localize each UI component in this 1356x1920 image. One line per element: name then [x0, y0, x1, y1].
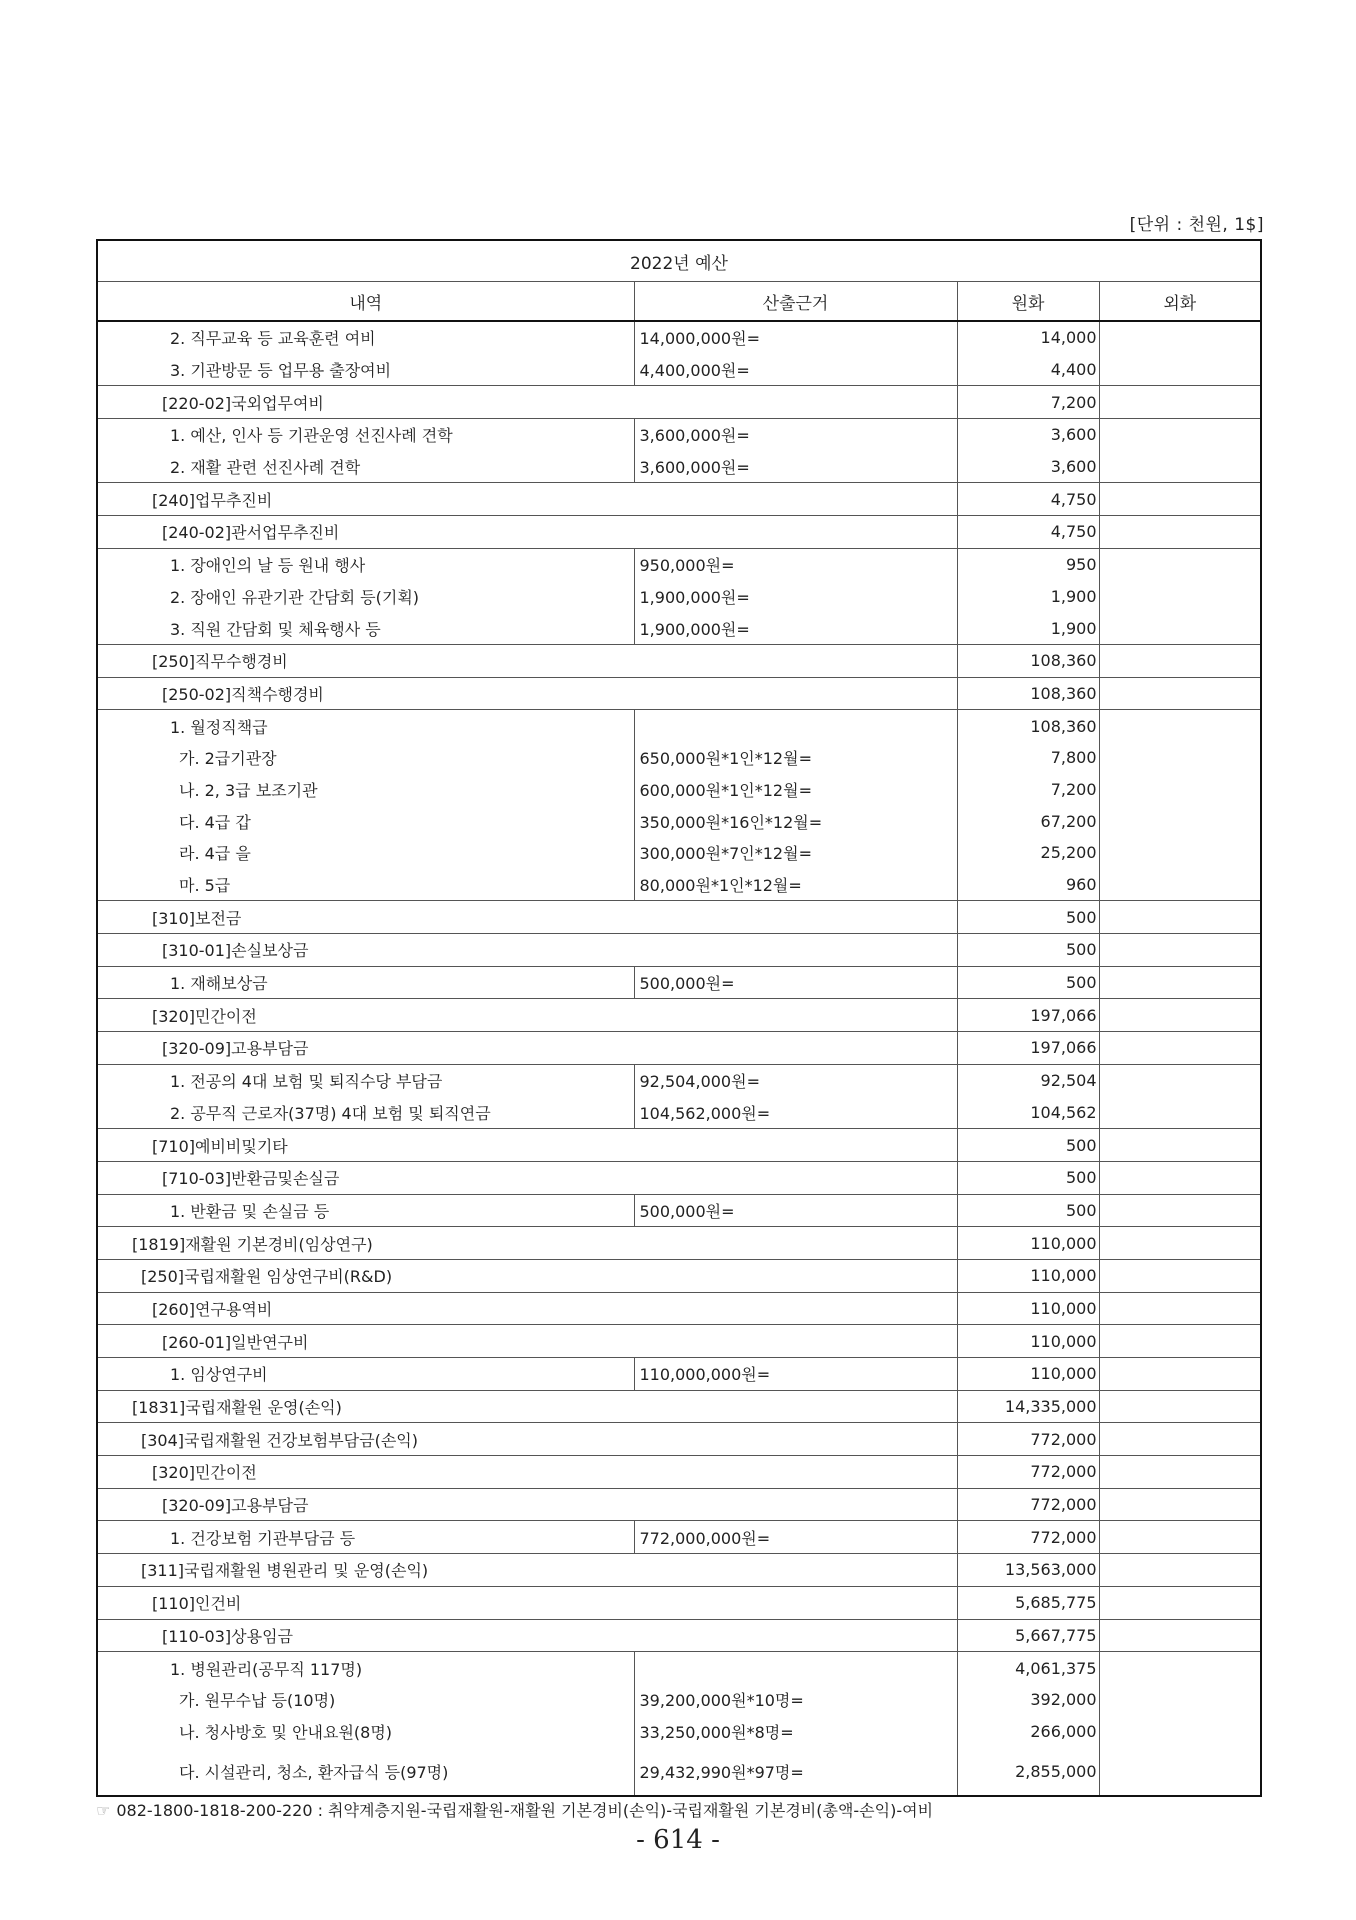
row-amount-krw: 110,000	[957, 1358, 1099, 1391]
table-row	[97, 966, 1261, 999]
row-amount-foreign	[1099, 451, 1261, 483]
row-amount-foreign	[1099, 869, 1261, 901]
row-amount-foreign	[1099, 805, 1261, 837]
table-row	[97, 774, 1261, 806]
row-amount-krw: 950	[957, 548, 1099, 580]
row-amount-krw: 4,750	[957, 483, 1099, 516]
row-amount-foreign	[1099, 742, 1261, 774]
row-amount-krw: 266,000	[957, 1716, 1099, 1748]
row-description: [110]인건비	[97, 1586, 957, 1619]
row-amount-foreign	[1099, 1747, 1261, 1796]
row-description: 1. 임상연구비	[97, 1358, 634, 1391]
row-description: 가. 2급기관장	[179, 749, 277, 769]
row-description: 1. 건강보험 기관부담금 등	[97, 1521, 634, 1554]
row-amount-krw: 110,000	[957, 1292, 1099, 1325]
row-basis: 33,250,000원*8명=	[634, 1716, 957, 1748]
row-amount-krw: 500	[957, 901, 1099, 934]
row-basis	[634, 1652, 957, 1684]
row-description: 2. 직무교육 등 교육훈련 여비	[170, 329, 376, 349]
header-basis: 산출근거	[634, 282, 957, 322]
row-amount-foreign	[1099, 321, 1261, 354]
row-amount-krw: 2,855,000	[957, 1747, 1099, 1796]
footnote	[96, 1798, 933, 1821]
pointing-hand-icon: ☞	[96, 1801, 111, 1820]
row-amount-foreign	[1099, 1716, 1261, 1748]
page-number: - 614 -	[636, 1825, 720, 1855]
row-description: [260]연구용역비	[97, 1292, 957, 1325]
row-basis: 500,000원=	[634, 966, 957, 999]
row-description: 3. 직원 간담회 및 체육행사 등	[97, 612, 634, 644]
row-description: [110-03]상용임금	[97, 1619, 957, 1652]
row-description: [220-02]국외업무여비	[97, 386, 957, 419]
row-amount-foreign	[1099, 1652, 1261, 1684]
row-description: [240-02]관서업무추진비	[97, 516, 957, 549]
table-row	[97, 742, 1261, 774]
row-amount-foreign	[1099, 1423, 1261, 1456]
row-description: [710]예비비및기타	[97, 1129, 957, 1162]
table-title-row	[97, 240, 1261, 282]
table-row	[97, 1747, 1261, 1796]
row-description: 2. 공무직 근로자(37명) 4대 보험 및 퇴직연금	[97, 1097, 634, 1129]
table-row	[97, 934, 1261, 967]
table-row	[97, 548, 1261, 580]
header-foreign: 외화	[1163, 293, 1197, 314]
row-description: [1819]재활원 기본경비(임상연구)	[97, 1227, 957, 1260]
row-description: 나. 2, 3급 보조기관	[179, 780, 318, 800]
row-amount-krw: 3,600	[957, 451, 1099, 483]
row-basis: 14,000,000원=	[634, 321, 957, 354]
row-description: 1. 월정직책급	[170, 717, 268, 737]
footnote-text: 082-1800-1818-200-220 : 취약계층지원-국립재활원-재활원 기본경비(손익)-국립재활원 기본경비(총액-손익)-여비	[116, 1801, 934, 1820]
row-amount-foreign	[1099, 901, 1261, 934]
table-row	[97, 869, 1261, 901]
row-description: [310]보전금	[97, 901, 957, 934]
table-row	[97, 1129, 1261, 1162]
row-amount-foreign	[1099, 1032, 1261, 1065]
row-basis: 3,600,000원=	[634, 419, 957, 451]
row-description: 1. 예산, 인사 등 기관운영 선진사례 견학	[170, 426, 453, 446]
row-amount-krw: 13,563,000	[957, 1554, 1099, 1587]
row-amount-krw: 4,061,375	[957, 1652, 1099, 1684]
row-basis: 300,000원*7인*12월=	[634, 837, 957, 869]
table-row	[97, 1488, 1261, 1521]
row-basis: 1,900,000원=	[634, 581, 957, 613]
row-description: 1. 장애인의 날 등 원내 행사	[170, 556, 366, 576]
row-basis: 772,000,000원=	[634, 1521, 957, 1554]
row-amount-krw: 500	[957, 1194, 1099, 1227]
row-amount-foreign	[1099, 1194, 1261, 1227]
row-amount-krw: 500	[957, 966, 1099, 999]
row-description: [320-09]고용부담금	[97, 1032, 957, 1065]
row-basis	[634, 710, 957, 742]
row-basis: 1,900,000원=	[634, 612, 957, 644]
row-amount-krw: 772,000	[957, 1456, 1099, 1489]
row-description: [304]국립재활원 건강보험부담금(손익)	[97, 1423, 957, 1456]
row-amount-foreign	[1099, 837, 1261, 869]
row-basis: 4,400,000원=	[634, 354, 957, 386]
table-row	[97, 1227, 1261, 1260]
row-amount-krw: 108,360	[957, 644, 1099, 677]
row-amount-foreign	[1099, 1619, 1261, 1652]
row-basis: 650,000원*1인*12월=	[634, 742, 957, 774]
row-amount-krw: 14,335,000	[957, 1390, 1099, 1423]
row-amount-foreign	[1099, 386, 1261, 419]
row-amount-krw: 5,667,775	[957, 1619, 1099, 1652]
row-amount-krw: 772,000	[957, 1488, 1099, 1521]
row-amount-foreign	[1099, 677, 1261, 710]
row-amount-foreign	[1099, 1586, 1261, 1619]
header-krw: 원화	[957, 282, 1099, 322]
row-description: [250-02]직책수행경비	[97, 677, 957, 710]
row-amount-foreign	[1099, 774, 1261, 806]
row-amount-foreign	[1099, 419, 1261, 451]
row-amount-foreign	[1099, 1097, 1261, 1129]
row-amount-krw: 500	[957, 934, 1099, 967]
row-amount-foreign	[1099, 1129, 1261, 1162]
column-header-row	[97, 282, 1261, 322]
row-amount-foreign	[1099, 1390, 1261, 1423]
table-row	[97, 1554, 1261, 1587]
table-row	[97, 419, 1261, 451]
row-amount-krw: 7,200	[957, 386, 1099, 419]
row-amount-foreign	[1099, 516, 1261, 549]
table-row	[97, 837, 1261, 869]
row-amount-krw: 67,200	[957, 805, 1099, 837]
row-amount-foreign	[1099, 999, 1261, 1032]
row-amount-krw: 1,900	[957, 581, 1099, 613]
row-amount-krw: 960	[957, 869, 1099, 901]
row-description: 1. 재해보상금	[97, 966, 634, 999]
row-basis: 950,000원=	[634, 548, 957, 580]
table-row	[97, 901, 1261, 934]
row-amount-foreign	[1099, 1488, 1261, 1521]
table-row	[97, 1619, 1261, 1652]
row-amount-krw: 110,000	[957, 1259, 1099, 1292]
row-amount-foreign	[1099, 1554, 1261, 1587]
row-amount-krw: 25,200	[957, 837, 1099, 869]
row-basis: 500,000원=	[634, 1194, 957, 1227]
row-description: [250]직무수행경비	[97, 644, 957, 677]
row-description: 마. 5급	[97, 869, 634, 901]
row-basis: 92,504,000원=	[634, 1064, 957, 1096]
row-amount-foreign	[1099, 934, 1261, 967]
row-amount-foreign	[1099, 1064, 1261, 1096]
row-basis: 110,000,000원=	[634, 1358, 957, 1391]
row-amount-krw: 392,000	[957, 1684, 1099, 1716]
row-amount-krw: 14,000	[957, 321, 1099, 354]
row-amount-krw: 500	[957, 1129, 1099, 1162]
row-amount-krw: 500	[957, 1161, 1099, 1194]
table-row	[97, 451, 1261, 483]
row-amount-krw: 92,504	[957, 1064, 1099, 1096]
row-description: 가. 원무수납 등(10명)	[179, 1691, 336, 1711]
row-description: 나. 청사방호 및 안내요원(8명)	[179, 1722, 393, 1742]
table-row	[97, 1325, 1261, 1358]
row-amount-foreign	[1099, 1358, 1261, 1391]
row-amount-foreign	[1099, 644, 1261, 677]
row-amount-krw: 197,066	[957, 999, 1099, 1032]
table-row	[97, 1292, 1261, 1325]
row-description: 2. 재활 관련 선진사례 견학	[97, 451, 634, 483]
table-row	[97, 1390, 1261, 1423]
table-row	[97, 1097, 1261, 1129]
row-amount-krw: 110,000	[957, 1227, 1099, 1260]
row-description: [240]업무추진비	[97, 483, 957, 516]
row-description: [310-01]손실보상금	[97, 934, 957, 967]
row-amount-foreign	[1099, 354, 1261, 386]
table-row	[97, 321, 1261, 354]
table-row	[97, 483, 1261, 516]
row-description: [710-03]반환금및손실금	[97, 1161, 957, 1194]
table-row	[97, 386, 1261, 419]
row-amount-foreign	[1099, 612, 1261, 644]
row-amount-krw: 7,200	[957, 774, 1099, 806]
table-row	[97, 1521, 1261, 1554]
table-row	[97, 612, 1261, 644]
row-description: [320]민간이전	[97, 1456, 957, 1489]
row-amount-krw: 772,000	[957, 1423, 1099, 1456]
table-row	[97, 1259, 1261, 1292]
row-description: [260-01]일반연구비	[97, 1325, 957, 1358]
row-description: 1. 병원관리(공무직 117명)	[170, 1659, 363, 1679]
row-amount-foreign	[1099, 1259, 1261, 1292]
table-row	[97, 1358, 1261, 1391]
row-basis: 80,000원*1인*12월=	[634, 869, 957, 901]
row-amount-foreign	[1099, 1292, 1261, 1325]
row-basis: 104,562,000원=	[634, 1097, 957, 1129]
row-basis: 39,200,000원*10명=	[634, 1684, 957, 1716]
table-row	[97, 1456, 1261, 1489]
table-row	[97, 805, 1261, 837]
row-amount-foreign	[1099, 1456, 1261, 1489]
row-amount-krw: 4,750	[957, 516, 1099, 549]
row-amount-foreign	[1099, 1521, 1261, 1554]
row-basis: 600,000원*1인*12월=	[634, 774, 957, 806]
row-amount-foreign	[1099, 1227, 1261, 1260]
row-description: [320-09]고용부담금	[97, 1488, 957, 1521]
budget-table	[96, 239, 1262, 1797]
row-description: [250]국립재활원 임상연구비(R&D)	[97, 1259, 957, 1292]
table-body	[97, 321, 1261, 1796]
row-amount-krw: 108,360	[957, 677, 1099, 710]
table-row	[97, 1194, 1261, 1227]
row-amount-krw: 7,800	[957, 742, 1099, 774]
row-basis: 3,600,000원=	[634, 451, 957, 483]
table-row	[97, 1064, 1261, 1096]
table-row	[97, 677, 1261, 710]
row-description: 다. 시설관리, 청소, 환자급식 등(97명)	[97, 1747, 634, 1796]
table-title: 2022년 예산	[97, 240, 1261, 282]
row-amount-foreign	[1099, 483, 1261, 516]
row-amount-foreign	[1099, 1684, 1261, 1716]
row-amount-foreign	[1099, 966, 1261, 999]
table-row	[97, 999, 1261, 1032]
table-row	[97, 1684, 1261, 1716]
row-description: 2. 장애인 유관기관 간담회 등(기획)	[170, 587, 420, 607]
row-description: 1. 반환금 및 손실금 등	[97, 1194, 634, 1227]
row-amount-krw: 197,066	[957, 1032, 1099, 1065]
table-row	[97, 1716, 1261, 1748]
header-description: 내역	[97, 282, 634, 322]
table-row	[97, 1161, 1261, 1194]
row-amount-krw: 1,900	[957, 612, 1099, 644]
row-amount-krw: 4,400	[957, 354, 1099, 386]
row-basis: 29,432,990원*97명=	[634, 1747, 957, 1796]
row-amount-foreign	[1099, 710, 1261, 742]
row-basis: 350,000원*16인*12월=	[634, 805, 957, 837]
row-description: [1831]국립재활원 운영(손익)	[97, 1390, 957, 1423]
table-row	[97, 581, 1261, 613]
row-amount-foreign	[1099, 1161, 1261, 1194]
row-description: 라. 4급 을	[179, 844, 251, 864]
row-amount-krw: 110,000	[957, 1325, 1099, 1358]
row-description: 1. 전공의 4대 보험 및 퇴직수당 부담금	[170, 1072, 443, 1092]
table-row	[97, 1032, 1261, 1065]
table-row	[97, 710, 1261, 742]
row-description: [320]민간이전	[97, 999, 957, 1032]
row-amount-krw: 3,600	[957, 419, 1099, 451]
row-amount-foreign	[1099, 1325, 1261, 1358]
table-row	[97, 516, 1261, 549]
row-description: 3. 기관방문 등 업무용 출장여비	[97, 354, 634, 386]
row-amount-krw: 5,685,775	[957, 1586, 1099, 1619]
table-row	[97, 644, 1261, 677]
table-row	[97, 1652, 1261, 1684]
table-row	[97, 354, 1261, 386]
unit-note: [단위 : 천원, 1$]	[1129, 215, 1264, 235]
row-amount-krw: 108,360	[957, 710, 1099, 742]
row-description: 다. 4급 갑	[179, 812, 251, 832]
row-amount-krw: 772,000	[957, 1521, 1099, 1554]
table-row	[97, 1586, 1261, 1619]
row-amount-foreign	[1099, 548, 1261, 580]
row-amount-foreign	[1099, 581, 1261, 613]
table-row	[97, 1423, 1261, 1456]
row-description: [311]국립재활원 병원관리 및 운영(손익)	[97, 1554, 957, 1587]
row-amount-krw: 104,562	[957, 1097, 1099, 1129]
